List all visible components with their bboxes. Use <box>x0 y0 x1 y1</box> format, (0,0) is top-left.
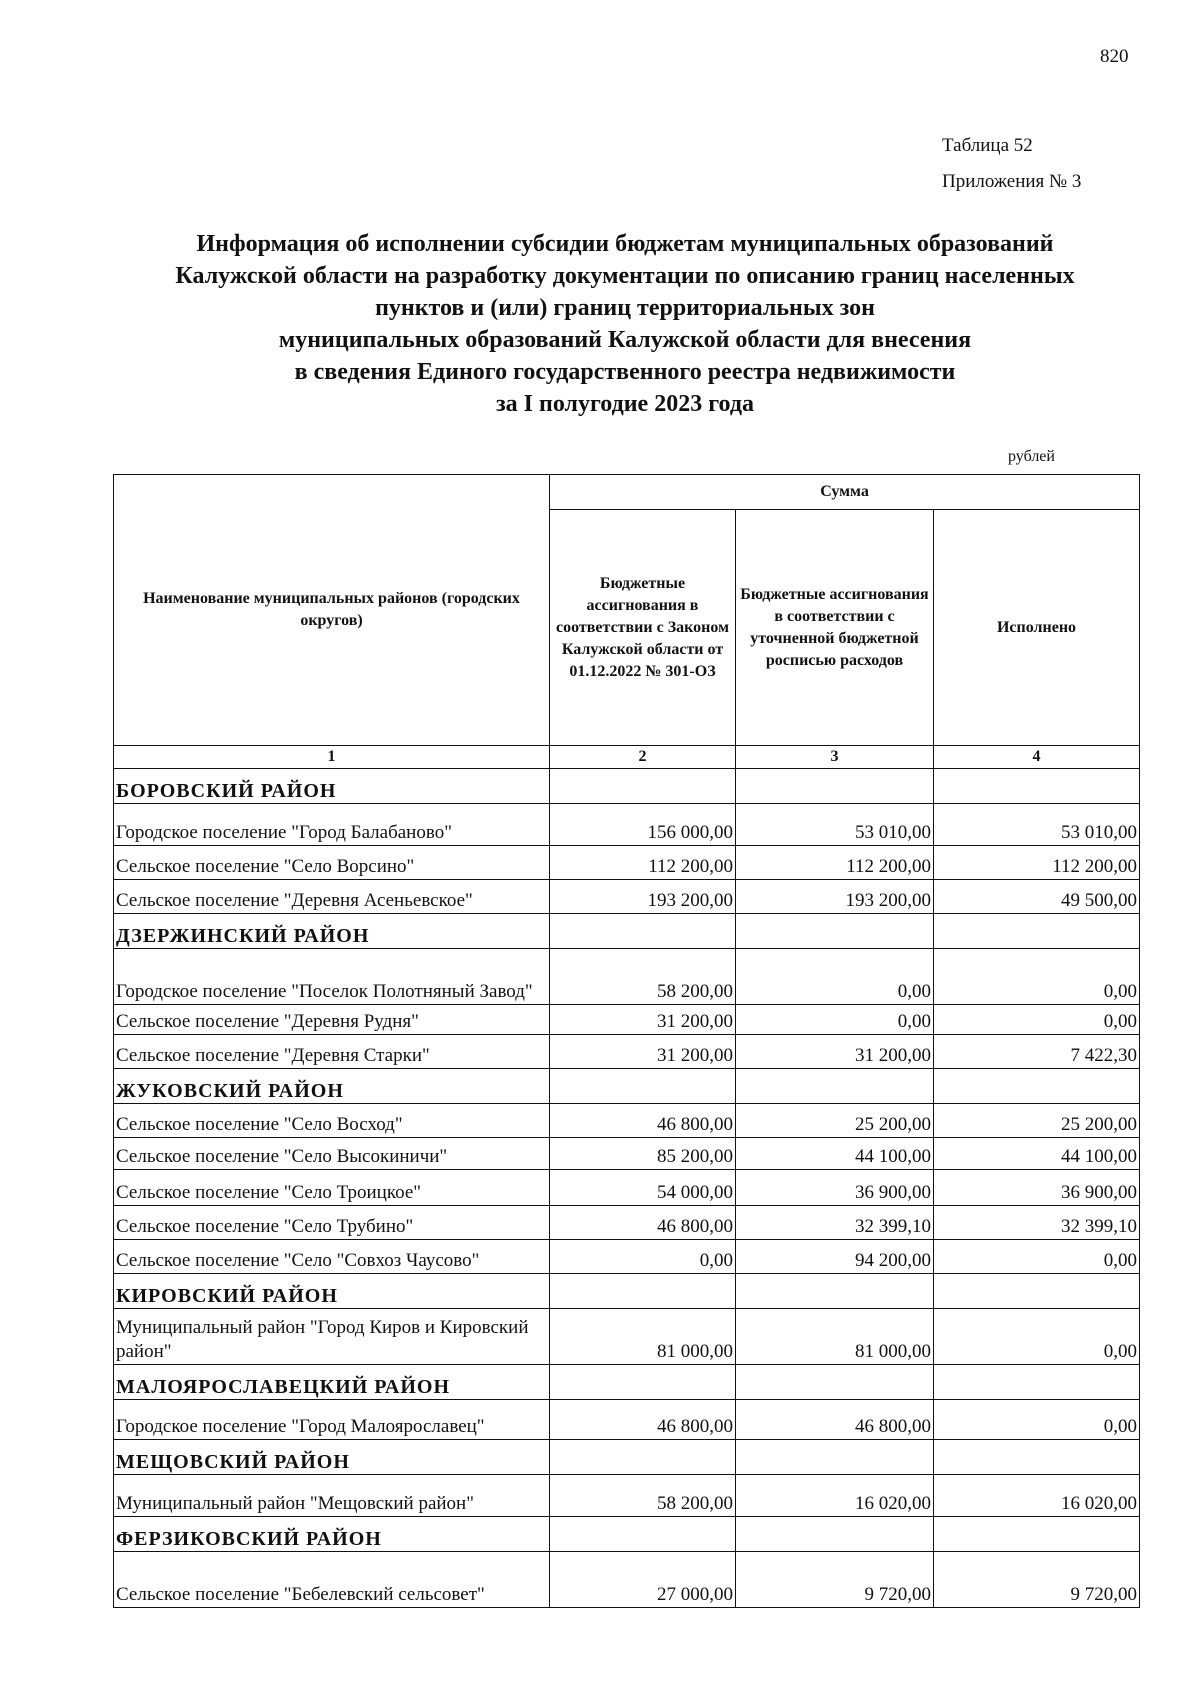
table-row <box>114 1138 1140 1170</box>
empty-cell <box>934 1365 1140 1400</box>
amount-c3: 32 399,10 <box>736 1206 934 1240</box>
empty-cell <box>934 1069 1140 1104</box>
settlement-name: Городское поселение "Город Балабаново" <box>114 804 550 846</box>
units-label: рублей <box>1008 448 1055 465</box>
amount-c4: 0,00 <box>934 1400 1140 1440</box>
amount-c2: 112 200,00 <box>550 846 736 880</box>
table-label <box>942 128 1081 200</box>
table-row <box>114 880 1140 914</box>
table-row <box>114 1240 1140 1274</box>
district-name: КИРОВСКИЙ РАЙОН <box>114 1274 550 1309</box>
amount-c2: 156 000,00 <box>550 804 736 846</box>
amount-c2: 46 800,00 <box>550 1206 736 1240</box>
amount-c4: 112 200,00 <box>934 846 1140 880</box>
amount-c4: 53 010,00 <box>934 804 1140 846</box>
table-label-line: Таблица 52 <box>942 135 1033 156</box>
district-row <box>114 1517 1140 1552</box>
table-label-line: Приложения № 3 <box>942 171 1082 192</box>
district-row <box>114 914 1140 949</box>
amount-c2: 54 000,00 <box>550 1170 736 1206</box>
district-row <box>114 1274 1140 1309</box>
empty-cell <box>934 1517 1140 1552</box>
amount-c2: 46 800,00 <box>550 1400 736 1440</box>
amount-c4: 0,00 <box>934 1240 1140 1274</box>
header-sum: Сумма <box>550 475 1140 510</box>
empty-cell <box>736 1274 934 1309</box>
col-number: 1 <box>114 746 550 769</box>
title-line: за I полугодие 2023 года <box>496 391 754 417</box>
table-row <box>114 1170 1140 1206</box>
amount-c4: 32 399,10 <box>934 1206 1140 1240</box>
empty-cell <box>550 1440 736 1475</box>
amount-c2: 85 200,00 <box>550 1138 736 1170</box>
amount-c2: 31 200,00 <box>550 1005 736 1035</box>
settlement-name: Сельское поселение "Деревня Старки" <box>114 1035 550 1069</box>
amount-c4: 9 720,00 <box>934 1552 1140 1608</box>
document-title <box>110 228 1140 420</box>
empty-cell <box>736 1069 934 1104</box>
amount-c2: 46 800,00 <box>550 1104 736 1138</box>
empty-cell <box>934 769 1140 804</box>
amount-c3: 0,00 <box>736 949 934 1005</box>
header-col2: Бюджетные ассигнования в соответствии с Законом Калужской области от 01.12.2022 № 301-ОЗ <box>550 510 736 746</box>
amount-c3: 81 000,00 <box>736 1309 934 1365</box>
district-name: ДЗЕРЖИНСКИЙ РАЙОН <box>114 914 550 949</box>
header-col3: Бюджетные ассигнования в соответствии с уточненной бюджетной росписью расходов <box>736 510 934 746</box>
settlement-name: Муниципальный район "Город Киров и Кировский район" <box>114 1309 550 1365</box>
district-name: МАЛОЯРОСЛАВЕЦКИЙ РАЙОН <box>114 1365 550 1400</box>
district-name: ФЕРЗИКОВСКИЙ РАЙОН <box>114 1517 550 1552</box>
header-name-col: Наименование муниципальных районов (городских округов) <box>114 475 550 746</box>
amount-c3: 36 900,00 <box>736 1170 934 1206</box>
table-row <box>114 1035 1140 1069</box>
table-row <box>114 949 1140 1005</box>
settlement-name: Городское поселение "Поселок Полотняный Завод" <box>114 949 550 1005</box>
amount-c3: 25 200,00 <box>736 1104 934 1138</box>
table-row <box>114 1104 1140 1138</box>
district-row <box>114 1440 1140 1475</box>
empty-cell <box>736 914 934 949</box>
district-name: МЕЩОВСКИЙ РАЙОН <box>114 1440 550 1475</box>
settlement-name: Сельское поселение "Село Ворсино" <box>114 846 550 880</box>
table-row <box>114 804 1140 846</box>
amount-c4: 0,00 <box>934 1309 1140 1365</box>
title-line: Информация об исполнении субсидии бюджетам муниципальных образований <box>196 231 1054 257</box>
amount-c3: 193 200,00 <box>736 880 934 914</box>
page-number: 820 <box>1100 46 1129 67</box>
empty-cell <box>550 1365 736 1400</box>
amount-c4: 16 020,00 <box>934 1475 1140 1517</box>
table-row <box>114 1552 1140 1608</box>
settlement-name: Сельское поселение "Село Высокиничи" <box>114 1138 550 1170</box>
amount-c3: 44 100,00 <box>736 1138 934 1170</box>
title-line: муниципальных образований Калужской области для внесения <box>278 327 972 353</box>
col-number: 3 <box>736 746 934 769</box>
title-line: в сведения Единого государственного реестра недвижимости <box>294 359 956 385</box>
settlement-name: Сельское поселение "Село Трубино" <box>114 1206 550 1240</box>
amount-c2: 81 000,00 <box>550 1309 736 1365</box>
amount-c4: 36 900,00 <box>934 1170 1140 1206</box>
settlement-name: Сельское поселение "Бебелевский сельсовет" <box>114 1552 550 1608</box>
amount-c3: 9 720,00 <box>736 1552 934 1608</box>
amount-c4: 0,00 <box>934 1005 1140 1035</box>
table-row <box>114 846 1140 880</box>
amount-c3: 53 010,00 <box>736 804 934 846</box>
title-line: Калужской области на разработку документации по описанию границ населенных <box>175 263 1075 289</box>
amount-c4: 44 100,00 <box>934 1138 1140 1170</box>
col-number: 2 <box>550 746 736 769</box>
empty-cell <box>550 914 736 949</box>
col-number: 4 <box>934 746 1140 769</box>
settlement-name: Сельское поселение "Деревня Рудня" <box>114 1005 550 1035</box>
empty-cell <box>736 1365 934 1400</box>
district-row <box>114 1365 1140 1400</box>
amount-c4: 49 500,00 <box>934 880 1140 914</box>
district-name: БОРОВСКИЙ РАЙОН <box>114 769 550 804</box>
amount-c3: 46 800,00 <box>736 1400 934 1440</box>
settlement-name: Муниципальный район "Мещовский район" <box>114 1475 550 1517</box>
amount-c3: 16 020,00 <box>736 1475 934 1517</box>
header-col4: Исполнено <box>934 510 1140 746</box>
subsidy-table <box>113 474 1140 1608</box>
settlement-name: Городское поселение "Город Малоярославец" <box>114 1400 550 1440</box>
table-body <box>114 769 1140 1608</box>
amount-c2: 27 000,00 <box>550 1552 736 1608</box>
amount-c4: 25 200,00 <box>934 1104 1140 1138</box>
settlement-name: Сельское поселение "Село Троицкое" <box>114 1170 550 1206</box>
district-row <box>114 769 1140 804</box>
amount-c4: 0,00 <box>934 949 1140 1005</box>
empty-cell <box>736 1517 934 1552</box>
district-row <box>114 1069 1140 1104</box>
empty-cell <box>550 1517 736 1552</box>
empty-cell <box>736 1440 934 1475</box>
amount-c2: 193 200,00 <box>550 880 736 914</box>
amount-c4: 7 422,30 <box>934 1035 1140 1069</box>
district-name: ЖУКОВСКИЙ РАЙОН <box>114 1069 550 1104</box>
settlement-name: Сельское поселение "Село Восход" <box>114 1104 550 1138</box>
table-row <box>114 1206 1140 1240</box>
settlement-name: Сельское поселение "Село "Совхоз Чаусово" <box>114 1240 550 1274</box>
amount-c2: 58 200,00 <box>550 949 736 1005</box>
table-row <box>114 1475 1140 1517</box>
amount-c3: 94 200,00 <box>736 1240 934 1274</box>
empty-cell <box>550 1274 736 1309</box>
empty-cell <box>934 1274 1140 1309</box>
amount-c3: 112 200,00 <box>736 846 934 880</box>
empty-cell <box>934 914 1140 949</box>
amount-c3: 0,00 <box>736 1005 934 1035</box>
empty-cell <box>934 1440 1140 1475</box>
title-line: пунктов и (или) границ территориальных зон <box>375 295 875 321</box>
empty-cell <box>550 1069 736 1104</box>
empty-cell <box>736 769 934 804</box>
settlement-name: Сельское поселение "Деревня Асеньевское" <box>114 880 550 914</box>
table-row <box>114 1400 1140 1440</box>
amount-c2: 0,00 <box>550 1240 736 1274</box>
empty-cell <box>550 769 736 804</box>
amount-c3: 31 200,00 <box>736 1035 934 1069</box>
table-row <box>114 1309 1140 1365</box>
table-row <box>114 1005 1140 1035</box>
amount-c2: 31 200,00 <box>550 1035 736 1069</box>
amount-c2: 58 200,00 <box>550 1475 736 1517</box>
